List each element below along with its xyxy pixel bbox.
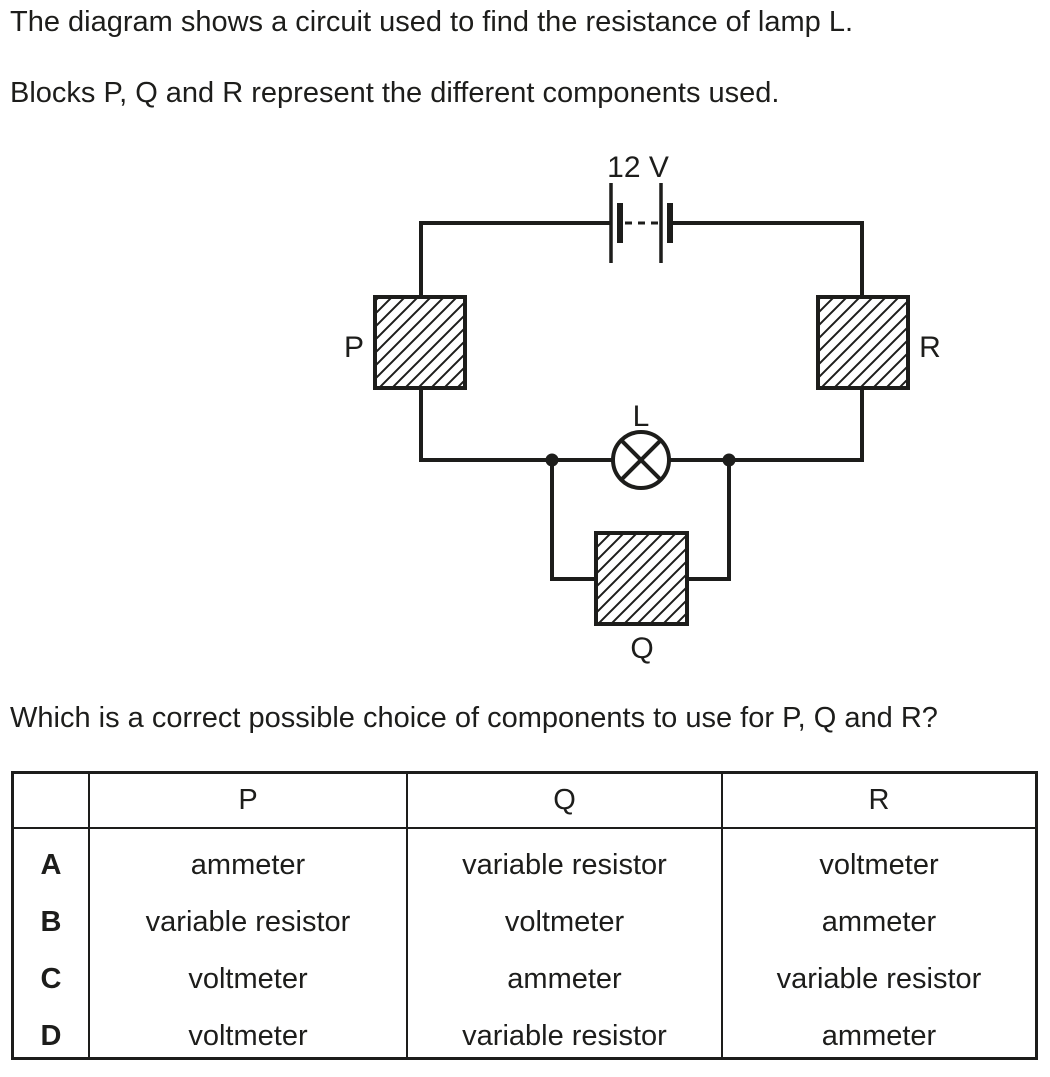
- lamp-label: L: [632, 400, 650, 433]
- block-r: [818, 297, 908, 388]
- lamp-icon: [613, 432, 669, 488]
- option-c-q: ammeter: [408, 943, 723, 1000]
- options-table: [11, 771, 1038, 1060]
- option-c-p: voltmeter: [90, 943, 408, 1000]
- block-r-label: R: [919, 331, 941, 364]
- table-header-p: P: [90, 774, 408, 829]
- option-letter-c: C: [14, 943, 90, 1000]
- option-d-q: variable resistor: [408, 1000, 723, 1057]
- block-p-label: P: [343, 331, 365, 364]
- option-letter-a: A: [14, 829, 90, 886]
- table-header-r: R: [723, 774, 1035, 829]
- option-c-r: variable resistor: [776, 963, 982, 995]
- block-q: [596, 533, 687, 624]
- option-a-q: variable resistor: [408, 829, 723, 886]
- junction-dot-left: [546, 454, 559, 467]
- option-b-p: variable resistor: [90, 886, 408, 943]
- option-d-r: ammeter: [821, 1020, 937, 1052]
- junction-dot-right: [723, 454, 736, 467]
- block-q-label: Q: [630, 632, 654, 665]
- table-header-blank: [14, 774, 90, 829]
- block-p: [375, 297, 465, 388]
- table-header-q: Q: [408, 774, 723, 829]
- intro-line-1: The diagram shows a circuit used to find the resistance of lamp L.: [10, 6, 854, 38]
- option-letter-d: D: [14, 1000, 90, 1057]
- option-a-r: voltmeter: [819, 849, 939, 881]
- option-b-q: voltmeter: [408, 886, 723, 943]
- option-a-p: ammeter: [90, 829, 408, 886]
- battery-icon: [611, 183, 670, 263]
- option-d-p: voltmeter: [90, 1000, 408, 1057]
- intro-line-2: Blocks P, Q and R represent the different components used.: [10, 77, 780, 109]
- option-b-r: ammeter: [821, 906, 937, 938]
- question-text: Which is a correct possible choice of components to use for P, Q and R?: [10, 702, 938, 734]
- circuit-diagram: [330, 140, 960, 675]
- battery-voltage-label: 12 V: [607, 151, 669, 184]
- option-letter-b: B: [14, 886, 90, 943]
